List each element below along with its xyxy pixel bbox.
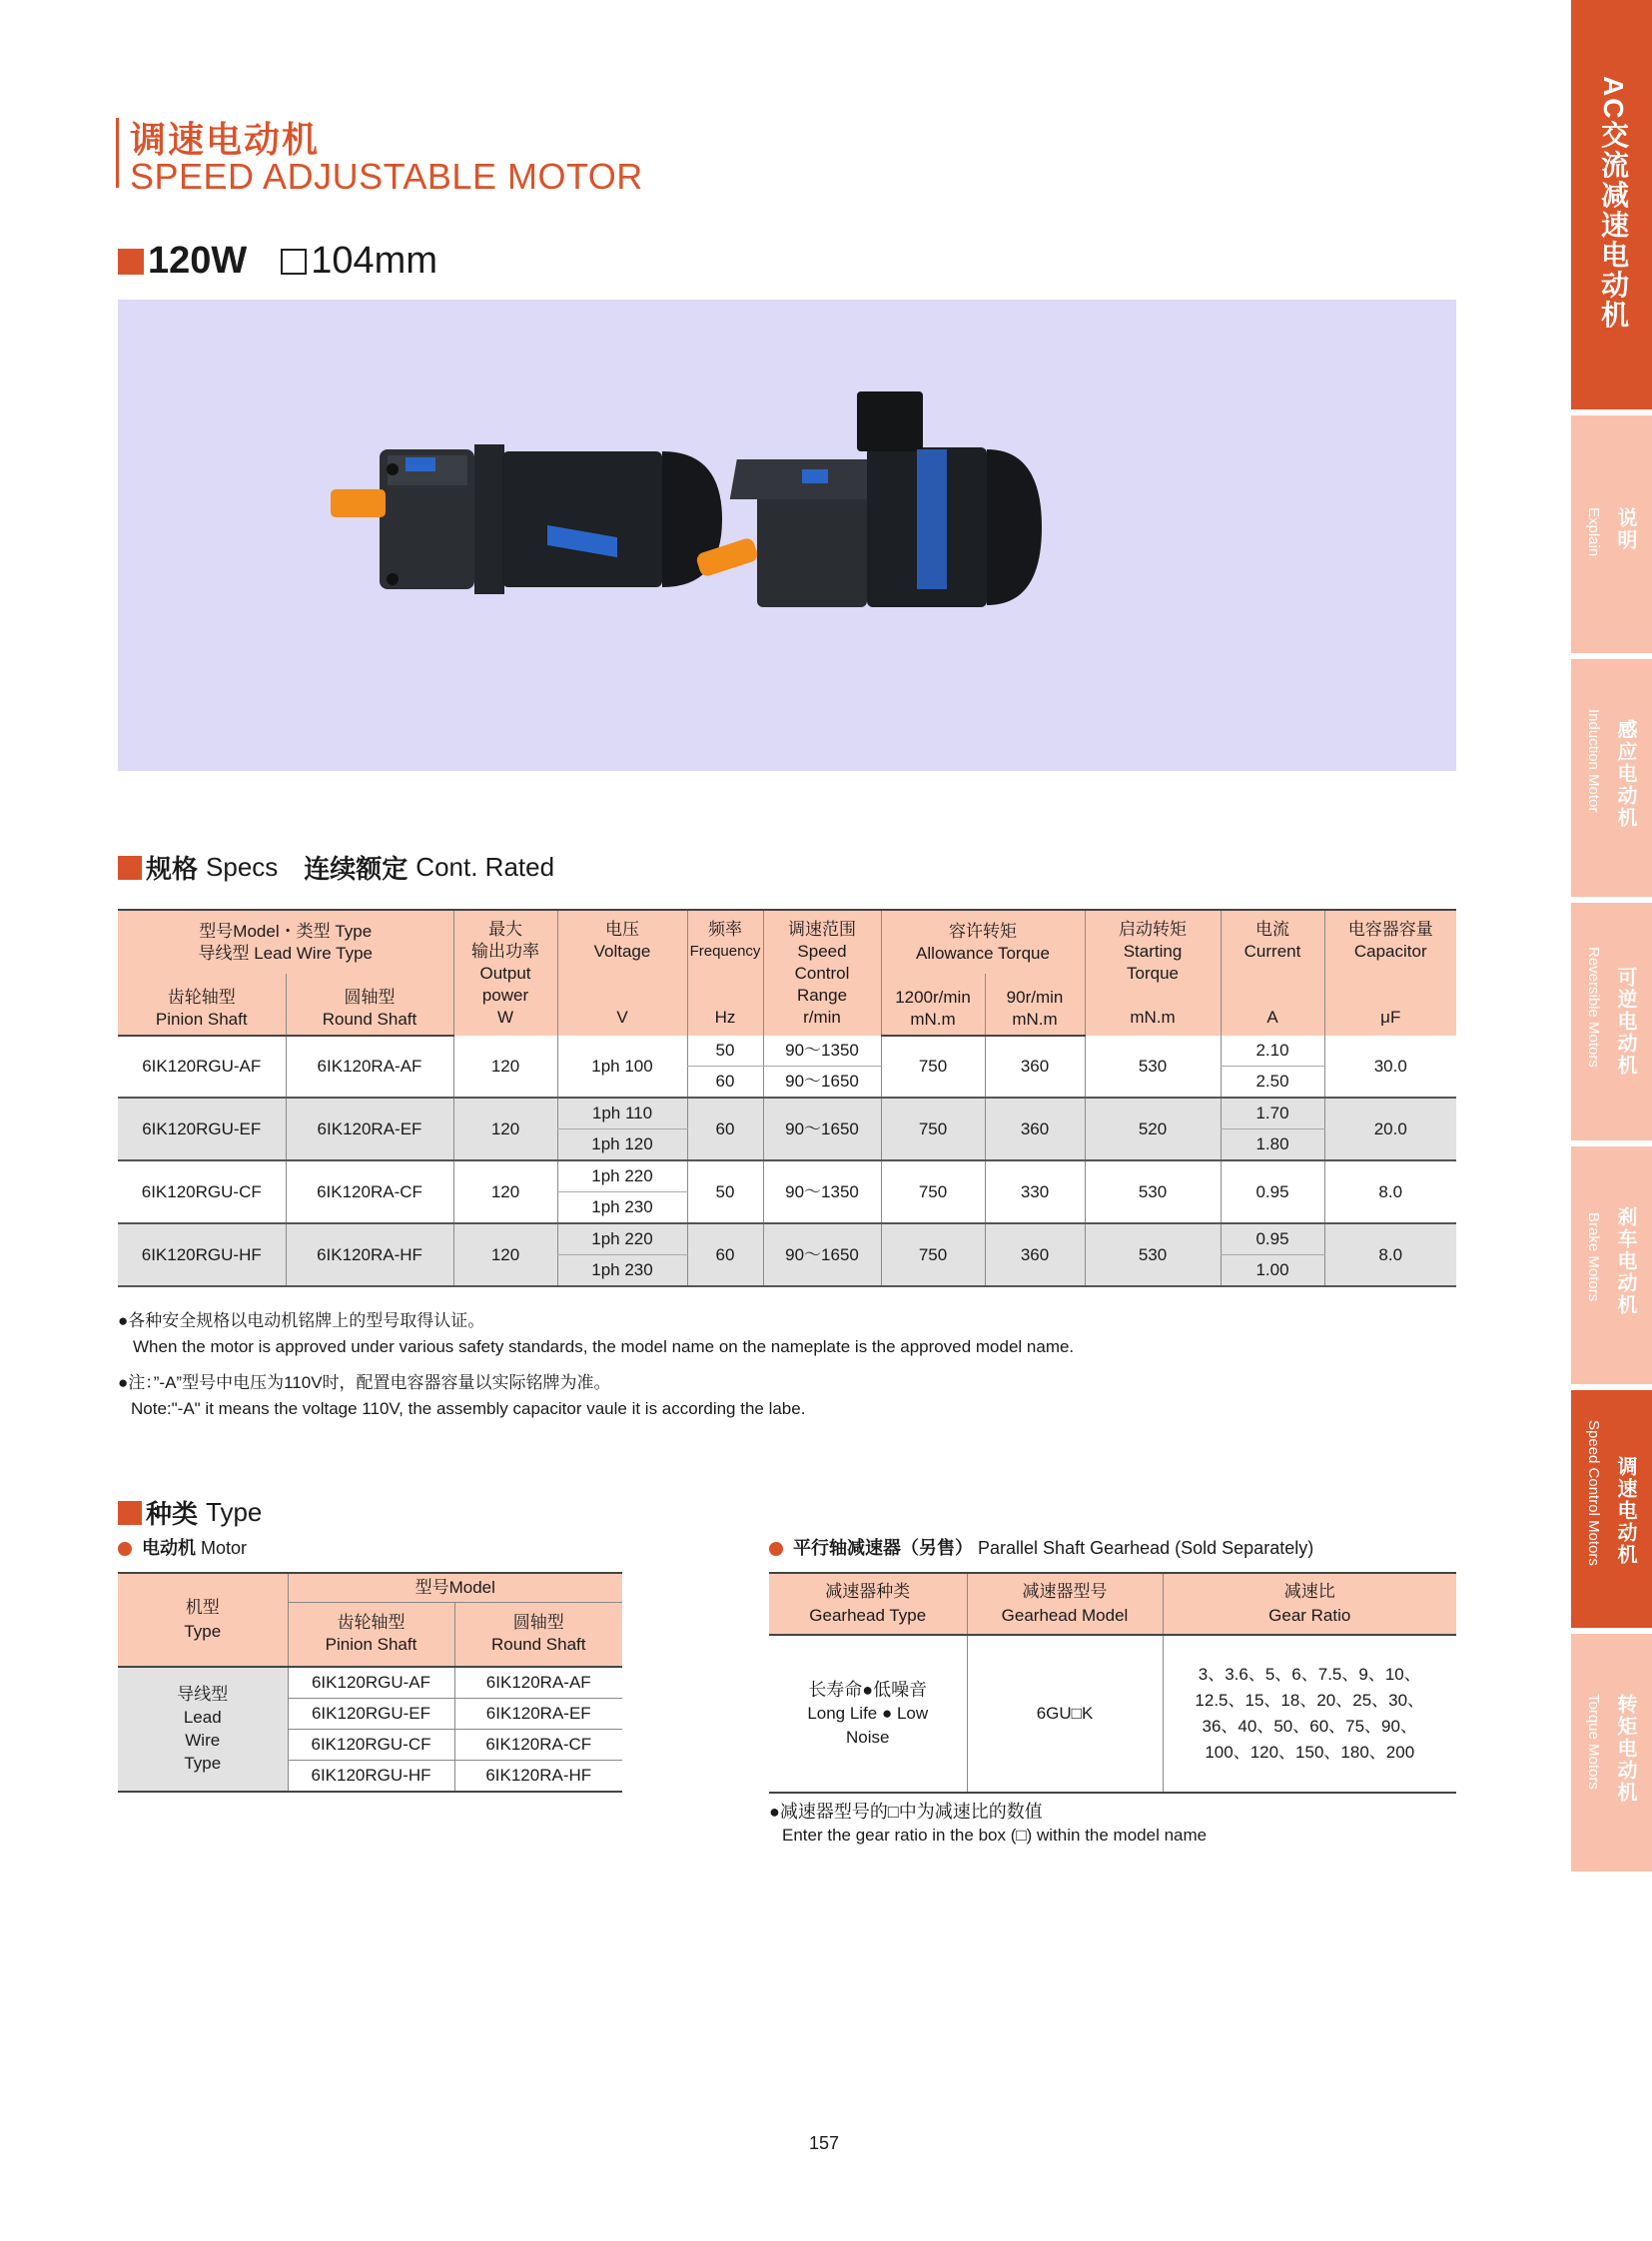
header-round-en: Round Shaft	[490, 1635, 586, 1655]
header-start-en1: Starting	[1123, 941, 1183, 961]
cell-capacitor: 8.0	[1324, 1160, 1456, 1223]
sidebar-item-label-en: Induction Motor	[1585, 709, 1602, 813]
gearhead-table	[769, 1572, 1456, 1794]
cell-torque-90: 360	[985, 1036, 1085, 1098]
header-round	[454, 1603, 622, 1667]
orange-square-icon	[118, 249, 144, 275]
cell-frequency: 50	[687, 1160, 763, 1223]
cell-power: 120	[453, 1036, 557, 1098]
sidebar-main-label: AC交流减速电动机	[1598, 76, 1629, 331]
header-power-cn1: 最大	[488, 919, 522, 939]
header-starting-torque	[1085, 910, 1221, 1036]
rated-title-cn: 连续额定	[304, 854, 409, 884]
header-pinion-cn: 齿轮轴型	[167, 988, 236, 1007]
cell-pinion: 6IK120RGU-AF	[288, 1667, 454, 1699]
sidebar-item-label-cn: 说明	[1614, 507, 1636, 551]
header-power	[453, 910, 557, 1036]
cell-voltage: 1ph 100	[557, 1036, 687, 1098]
header-power-unit: W	[496, 1007, 514, 1027]
gear-type-cn: 长寿命●低噪音	[808, 1680, 928, 1700]
sidebar-item-label-cn: 调速电动机	[1614, 1456, 1636, 1566]
motor-en: Motor	[201, 1538, 248, 1558]
header-freq-cn: 频率	[708, 919, 742, 939]
sidebar-item-torque[interactable]	[1571, 1634, 1652, 1871]
type-en-2: Wire	[185, 1731, 221, 1750]
header-gear-type-cn: 减速器种类	[825, 1582, 911, 1601]
cell-current: 1.00	[1221, 1255, 1324, 1287]
cell-current: 2.50	[1221, 1067, 1324, 1099]
specs-title-cn: 规格	[146, 854, 199, 884]
cell-torque-1200: 750	[881, 1160, 985, 1223]
header-pinion	[288, 1603, 454, 1667]
table-row	[118, 1223, 1456, 1255]
header-start-unit: mN.m	[1130, 1007, 1176, 1027]
type-en-3: Type	[184, 1754, 222, 1773]
sidebar-item-label-cn: 转矩电动机	[1614, 1694, 1636, 1804]
header-type-cn: 机型	[185, 1597, 220, 1617]
cell-current: 1.70	[1221, 1098, 1324, 1129]
cell-round: 6IK120RA-CF	[286, 1160, 453, 1223]
cell-speed: 90～1650	[763, 1067, 881, 1099]
cell-pinion: 6IK120RGU-AF	[118, 1036, 286, 1098]
header-round-cn: 圆轴型	[344, 988, 396, 1007]
cell-speed: 90～1350	[763, 1160, 881, 1223]
cell-voltage: 1ph 220	[557, 1223, 687, 1255]
cell-pinion: 6IK120RGU-HF	[288, 1760, 454, 1792]
header-type	[118, 1573, 288, 1667]
type-cn: 导线型	[177, 1685, 229, 1704]
sidebar-item-label-cn: 可逆电动机	[1614, 967, 1636, 1077]
header-speed-unit: r/min	[803, 1007, 841, 1027]
sidebar-main-tab[interactable]	[1571, 0, 1652, 409]
sidebar-item-explain[interactable]	[1571, 415, 1652, 653]
motor-subheading	[118, 1534, 247, 1560]
note-2-cn: ●注：”-A”型号中电压为110V时，配置电容器容量以实际铭牌为准。	[118, 1373, 611, 1392]
header-gear-ratio	[1163, 1573, 1456, 1635]
note-2-en: Note:"-A" it means the voltage 110V, the assembly capacitor vaule it is according the labe.	[131, 1399, 806, 1418]
gear-ratio-line-3: 36、40、50、60、75、90、	[1202, 1717, 1417, 1736]
cell-pinion: 6IK120RGU-EF	[288, 1698, 454, 1729]
cell-voltage: 1ph 120	[557, 1129, 687, 1161]
header-gear-model-cn: 减速器型号	[1022, 1582, 1108, 1601]
header-pinion-en: Pinion Shaft	[325, 1635, 417, 1655]
power-frame-heading	[118, 240, 437, 283]
note-1-cn: ●各种安全规格以电动机铭牌上的型号取得认证。	[118, 1311, 485, 1330]
cell-current: 1.80	[1221, 1129, 1324, 1161]
cell-capacitor: 30.0	[1324, 1036, 1456, 1098]
header-t1200: 1200r/min	[895, 988, 971, 1007]
header-volt-en: Voltage	[593, 941, 651, 961]
header-frequency	[687, 910, 763, 1036]
type-title-en: Type	[206, 1497, 263, 1527]
header-power-en2: power	[481, 985, 529, 1005]
cell-voltage: 1ph 110	[557, 1098, 687, 1129]
cell-pinion: 6IK120RGU-EF	[118, 1098, 286, 1160]
sidebar-item-brake[interactable]	[1571, 1146, 1652, 1384]
motor-cn: 电动机	[142, 1538, 196, 1558]
cell-frequency: 60	[687, 1067, 763, 1099]
table-row	[769, 1635, 1456, 1793]
frame-size: 104mm	[311, 240, 437, 282]
header-model-cn: 型号Model・类型 Type	[199, 921, 373, 941]
header-pinion-cn: 齿轮轴型	[337, 1613, 406, 1633]
gearhead-cn: 平行轴减速器（另售）	[793, 1538, 973, 1558]
sidebar-item-label-cn: 刹车电动机	[1614, 1206, 1636, 1316]
note-1-en: When the motor is approved under various safety standards, the model name on the nameplate is the approved model name.	[133, 1337, 1075, 1356]
header-current-en: Current	[1243, 941, 1301, 961]
header-torque-90	[985, 974, 1085, 1036]
header-t90-unit: mN.m	[1012, 1010, 1058, 1029]
table-row	[118, 1036, 1456, 1067]
orange-square-icon	[118, 1501, 142, 1525]
header-t90: 90r/min	[1006, 988, 1064, 1007]
sidebar-item-label-en: Speed Control Motors	[1585, 1420, 1602, 1566]
cell-round: 6IK120RA-HF	[454, 1760, 622, 1792]
orange-dot-icon	[769, 1542, 783, 1556]
motor-round-image	[695, 391, 1042, 607]
sidebar-item-label-en: Brake Motors	[1585, 1212, 1602, 1302]
header-freq-unit: Hz	[714, 1007, 736, 1027]
cell-power: 120	[453, 1160, 557, 1223]
header-torque-1200	[881, 974, 985, 1036]
cell-torque-1200: 750	[881, 1036, 985, 1098]
cell-frequency: 50	[687, 1036, 763, 1067]
cell-current: 0.95	[1221, 1223, 1324, 1255]
cell-pinion: 6IK120RGU-CF	[118, 1160, 286, 1223]
header-gear-model-en: Gearhead Model	[1001, 1606, 1129, 1625]
type-heading	[118, 1494, 262, 1531]
motor-pinion-image	[331, 444, 722, 594]
cell-round: 6IK120RA-AF	[286, 1036, 453, 1098]
header-speed-en1: Speed	[797, 941, 847, 961]
title-accent-bar	[116, 118, 119, 188]
header-torque-en: Allowance Torque	[916, 943, 1050, 963]
cell-type	[118, 1667, 288, 1792]
motor-illustration	[118, 300, 1456, 771]
sidebar-item-label-en: Torque Motors	[1585, 1694, 1602, 1790]
header-model-label: 型号Model	[414, 1578, 495, 1597]
header-model	[288, 1573, 622, 1603]
header-freq-en: Frequency	[689, 942, 761, 960]
cell-round: 6IK120RA-CF	[454, 1729, 622, 1760]
header-gear-ratio-en: Gear Ratio	[1268, 1606, 1351, 1625]
sidebar-item-reversible[interactable]	[1571, 903, 1652, 1140]
header-model-type	[118, 910, 453, 974]
cell-round: 6IK120RA-HF	[286, 1223, 453, 1286]
power-rating: 120W	[148, 240, 248, 282]
frame-square-icon	[281, 249, 307, 275]
cell-current: 2.10	[1221, 1036, 1324, 1067]
gearhead-en: Parallel Shaft Gearhead (Sold Separately)	[978, 1538, 1314, 1558]
cell-current: 0.95	[1221, 1160, 1324, 1223]
cell-torque-1200: 750	[881, 1098, 985, 1160]
spec-table	[118, 909, 1456, 1287]
cell-gear-type	[769, 1635, 967, 1793]
table-row	[118, 1098, 1456, 1129]
cell-power: 120	[453, 1223, 557, 1286]
specs-title-en: Specs	[206, 852, 279, 882]
cell-voltage: 1ph 220	[557, 1160, 687, 1192]
header-start-cn: 启动转矩	[1119, 919, 1187, 939]
gear-type-en-1: Long Life ● Low	[807, 1704, 929, 1723]
header-power-cn2: 输出功率	[471, 941, 539, 961]
cell-frequency: 60	[687, 1223, 763, 1286]
specs-heading	[118, 849, 554, 886]
header-gear-model	[967, 1573, 1163, 1635]
table-row	[118, 1160, 1456, 1192]
cell-voltage: 1ph 230	[557, 1192, 687, 1224]
header-start-en2: Torque	[1127, 963, 1179, 983]
cell-starting-torque: 520	[1085, 1098, 1221, 1160]
rated-title-en: Cont. Rated	[415, 852, 555, 882]
header-torque	[881, 910, 1085, 974]
header-volt-unit: V	[616, 1007, 628, 1027]
cell-voltage: 1ph 230	[557, 1255, 687, 1287]
gear-note-en: Enter the gear ratio in the box (□) within the model name	[782, 1826, 1208, 1845]
gear-ratio-line-4: 100、120、150、180、200	[1205, 1743, 1415, 1762]
header-power-en1: Output	[479, 963, 531, 983]
header-current-cn: 电流	[1255, 919, 1289, 939]
cell-torque-1200: 750	[881, 1223, 985, 1286]
header-pinion	[118, 974, 286, 1036]
header-torque-cn: 容许转矩	[949, 921, 1017, 941]
product-photo	[118, 300, 1456, 771]
cell-round: 6IK120RA-EF	[286, 1098, 453, 1160]
cell-torque-90: 360	[985, 1098, 1085, 1160]
header-volt-cn: 电压	[605, 919, 639, 939]
header-current	[1221, 910, 1324, 1036]
cell-pinion: 6IK120RGU-CF	[288, 1729, 454, 1760]
header-gear-type	[769, 1573, 967, 1635]
orange-dot-icon	[118, 1542, 132, 1556]
sidebar-item-label-en: Explain	[1585, 507, 1602, 557]
header-round-cn: 圆轴型	[512, 1613, 564, 1633]
header-t1200-unit: mN.m	[910, 1010, 956, 1029]
header-current-unit: A	[1266, 1007, 1278, 1027]
type-title-cn: 种类	[146, 1499, 199, 1529]
page-number: 157	[809, 2133, 840, 2153]
header-voltage	[557, 910, 687, 1036]
gear-note-cn: ●减速器型号的□中为减速比的数值	[769, 1802, 1043, 1822]
header-gear-ratio-cn: 减速比	[1283, 1582, 1335, 1601]
header-type-en: Type	[184, 1621, 222, 1641]
cell-frequency: 60	[687, 1098, 763, 1160]
header-pinion-en: Pinion Shaft	[155, 1010, 248, 1029]
header-round	[286, 974, 453, 1036]
cell-speed: 90～1350	[763, 1036, 881, 1067]
cell-capacitor: 20.0	[1324, 1098, 1456, 1160]
sidebar-item-speed-control[interactable]	[1571, 1390, 1652, 1628]
sidebar-item-label-cn: 感应电动机	[1614, 719, 1636, 829]
header-cap-unit: μF	[1380, 1007, 1401, 1027]
type-en-1: Lead	[183, 1708, 222, 1727]
gear-type-en-2: Noise	[846, 1728, 890, 1747]
header-speed-cn: 调速范围	[788, 919, 856, 939]
cell-starting-torque: 530	[1085, 1160, 1221, 1223]
cell-gear-model: 6GU□K	[967, 1635, 1163, 1793]
table-row	[118, 1667, 622, 1699]
motor-type-table	[118, 1572, 622, 1793]
header-gear-type-en: Gearhead Type	[809, 1606, 927, 1625]
header-capacitor	[1324, 910, 1456, 1036]
cell-torque-90: 360	[985, 1223, 1085, 1286]
header-speed	[763, 910, 881, 1036]
cell-speed: 90～1650	[763, 1098, 881, 1160]
cell-round: 6IK120RA-EF	[454, 1698, 622, 1729]
sidebar-item-induction[interactable]	[1571, 659, 1652, 897]
cell-gear-ratio	[1163, 1635, 1456, 1793]
header-cap-en: Capacitor	[1353, 941, 1427, 961]
page-title-cn: 调速电动机	[130, 119, 321, 160]
header-speed-en2: Control	[794, 963, 850, 983]
cell-power: 120	[453, 1098, 557, 1160]
cell-torque-90: 330	[985, 1160, 1085, 1223]
cell-capacitor: 8.0	[1324, 1223, 1456, 1286]
cell-starting-torque: 530	[1085, 1036, 1221, 1098]
header-cap-cn: 电容器容量	[1347, 919, 1433, 939]
cell-round: 6IK120RA-AF	[454, 1667, 622, 1699]
gearhead-subheading	[769, 1534, 1313, 1560]
cell-pinion: 6IK120RGU-HF	[118, 1223, 286, 1286]
header-leadwire: 导线型 Lead Wire Type	[198, 943, 373, 963]
header-speed-en3: Range	[796, 985, 848, 1005]
cell-speed: 90～1650	[763, 1223, 881, 1286]
gear-ratio-line-2: 12.5、15、18、20、25、30、	[1195, 1691, 1425, 1710]
page-title-en: SPEED ADJUSTABLE MOTOR	[130, 156, 643, 197]
header-round-en: Round Shaft	[322, 1010, 417, 1029]
orange-square-icon	[118, 856, 142, 880]
sidebar-item-label-en: Reversible Motors	[1585, 947, 1602, 1068]
cell-starting-torque: 530	[1085, 1223, 1221, 1286]
gear-ratio-line-1: 3、3.6、5、6、7.5、9、10、	[1198, 1665, 1421, 1684]
